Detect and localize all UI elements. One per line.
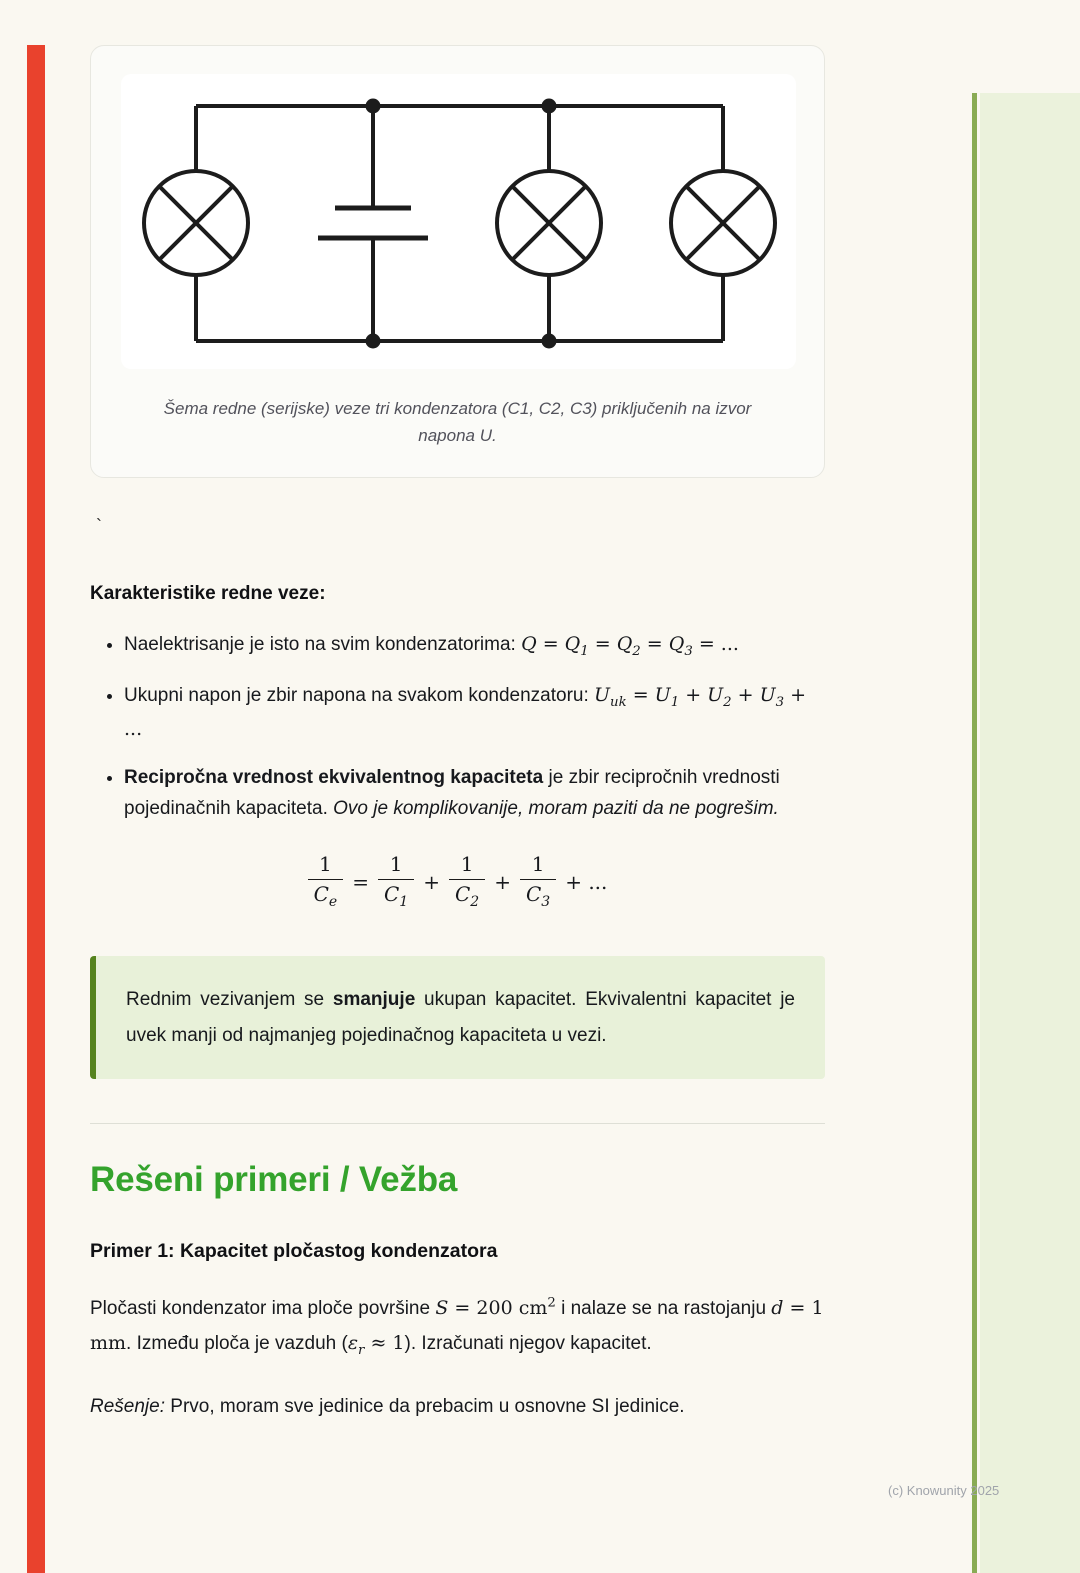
callout-text-pre: Rednim vezivanjem se [126, 989, 333, 1011]
bullet-voltage-text: Ukupni napon je zbir napona na svakom kondenzatoru: [124, 684, 595, 706]
bullet-capacitance [124, 762, 825, 826]
examples-heading: Rešeni primeri / Vežba [90, 1159, 458, 1199]
left-accent-bar [27, 45, 45, 1573]
section-divider [90, 1123, 825, 1124]
math-dots: + ... [565, 869, 608, 894]
solution-text: Prvo, moram sve jedinice da prebacim u osnovne SI jedinice. [165, 1396, 685, 1418]
fraction-ce: $\frac{1}{C_e}$ [308, 853, 344, 910]
document-content [90, 45, 825, 1424]
math-plus: + [423, 869, 440, 894]
bullet-voltage [124, 680, 825, 746]
characteristics-heading: Karakteristike redne veze: [90, 583, 326, 605]
callout-text-bold: smanjuje [332, 989, 416, 1011]
math-area: S = 200 $cm^2$ [435, 1295, 556, 1319]
bullet-charge [124, 629, 825, 663]
example1-title: Primer 1: Kapacitet pločastog kondenzatora [90, 1239, 498, 1262]
diagram-area [121, 74, 796, 369]
right-accent-line [972, 93, 977, 1573]
bullet-charge-text: Naelektrisanje je isto na svim kondenzatorima: [124, 634, 522, 656]
stray-backtick: ` [96, 516, 102, 537]
right-margin-panel [980, 93, 1080, 1573]
callout-text-post: ukupan kapacitet. Ekvivalentni kapacitet je uvek manji od najmanjeg pojedinačnog kapaciteta u vezi. [126, 989, 795, 1046]
circuit-wires [196, 106, 723, 341]
figure-caption: Šema redne (serijske) veze tri kondenzatora (C1, C2, C3) priključenih na izvor napona U. [163, 399, 752, 446]
math-distance: d = 1 mm [90, 1296, 824, 1354]
solution-label: Rešenje: [90, 1396, 165, 1418]
math-equals: = [352, 869, 369, 894]
bullet-capacitance-bold: Recipročna vrednost ekvivalentnog kapaciteta [124, 766, 544, 788]
fraction-c2: $\frac{1}{C_2}$ [449, 853, 485, 910]
circuit-diagram [121, 74, 796, 369]
math-voltage-sum: $U_{uk} = U_1 + U_2 + U_3$ + ... [124, 683, 807, 740]
example1-statement: Pločasti kondenzator ima ploče površine S = 200 $cm^2$ i nalaze se na rastojanju d = 1 mm. Između ploča je vazduh $(\varepsilon_r \approx 1)$. Izračunati njegov kapacitet. [90, 1295, 824, 1358]
equation-series-capacitance [90, 853, 825, 910]
math-charge-equality: $Q = Q_1 = Q_2 = Q_3$ = ... [521, 633, 739, 660]
characteristics-list [90, 629, 825, 825]
math-epsilon: $\varepsilon_r \approx 1$ [347, 1331, 405, 1358]
figure-card [90, 45, 825, 478]
watermark: (c) Knowunity 2025 [888, 1483, 1000, 1498]
bullet-capacitance-note: Ovo je komplikovanije, moram paziti da ne pogrešim. [333, 798, 779, 820]
note-callout [90, 956, 825, 1078]
battery-symbol [318, 208, 428, 238]
fraction-c3: $\frac{1}{C_3}$ [520, 853, 556, 910]
example1-solution [90, 1389, 825, 1424]
fraction-c1: $\frac{1}{C_1}$ [378, 853, 414, 910]
math-plus: + [494, 869, 511, 894]
bullet-capacitance-text: je zbir recipročnih vrednosti pojedinačnih kapaciteta. [124, 766, 780, 820]
element-circles [144, 171, 775, 275]
